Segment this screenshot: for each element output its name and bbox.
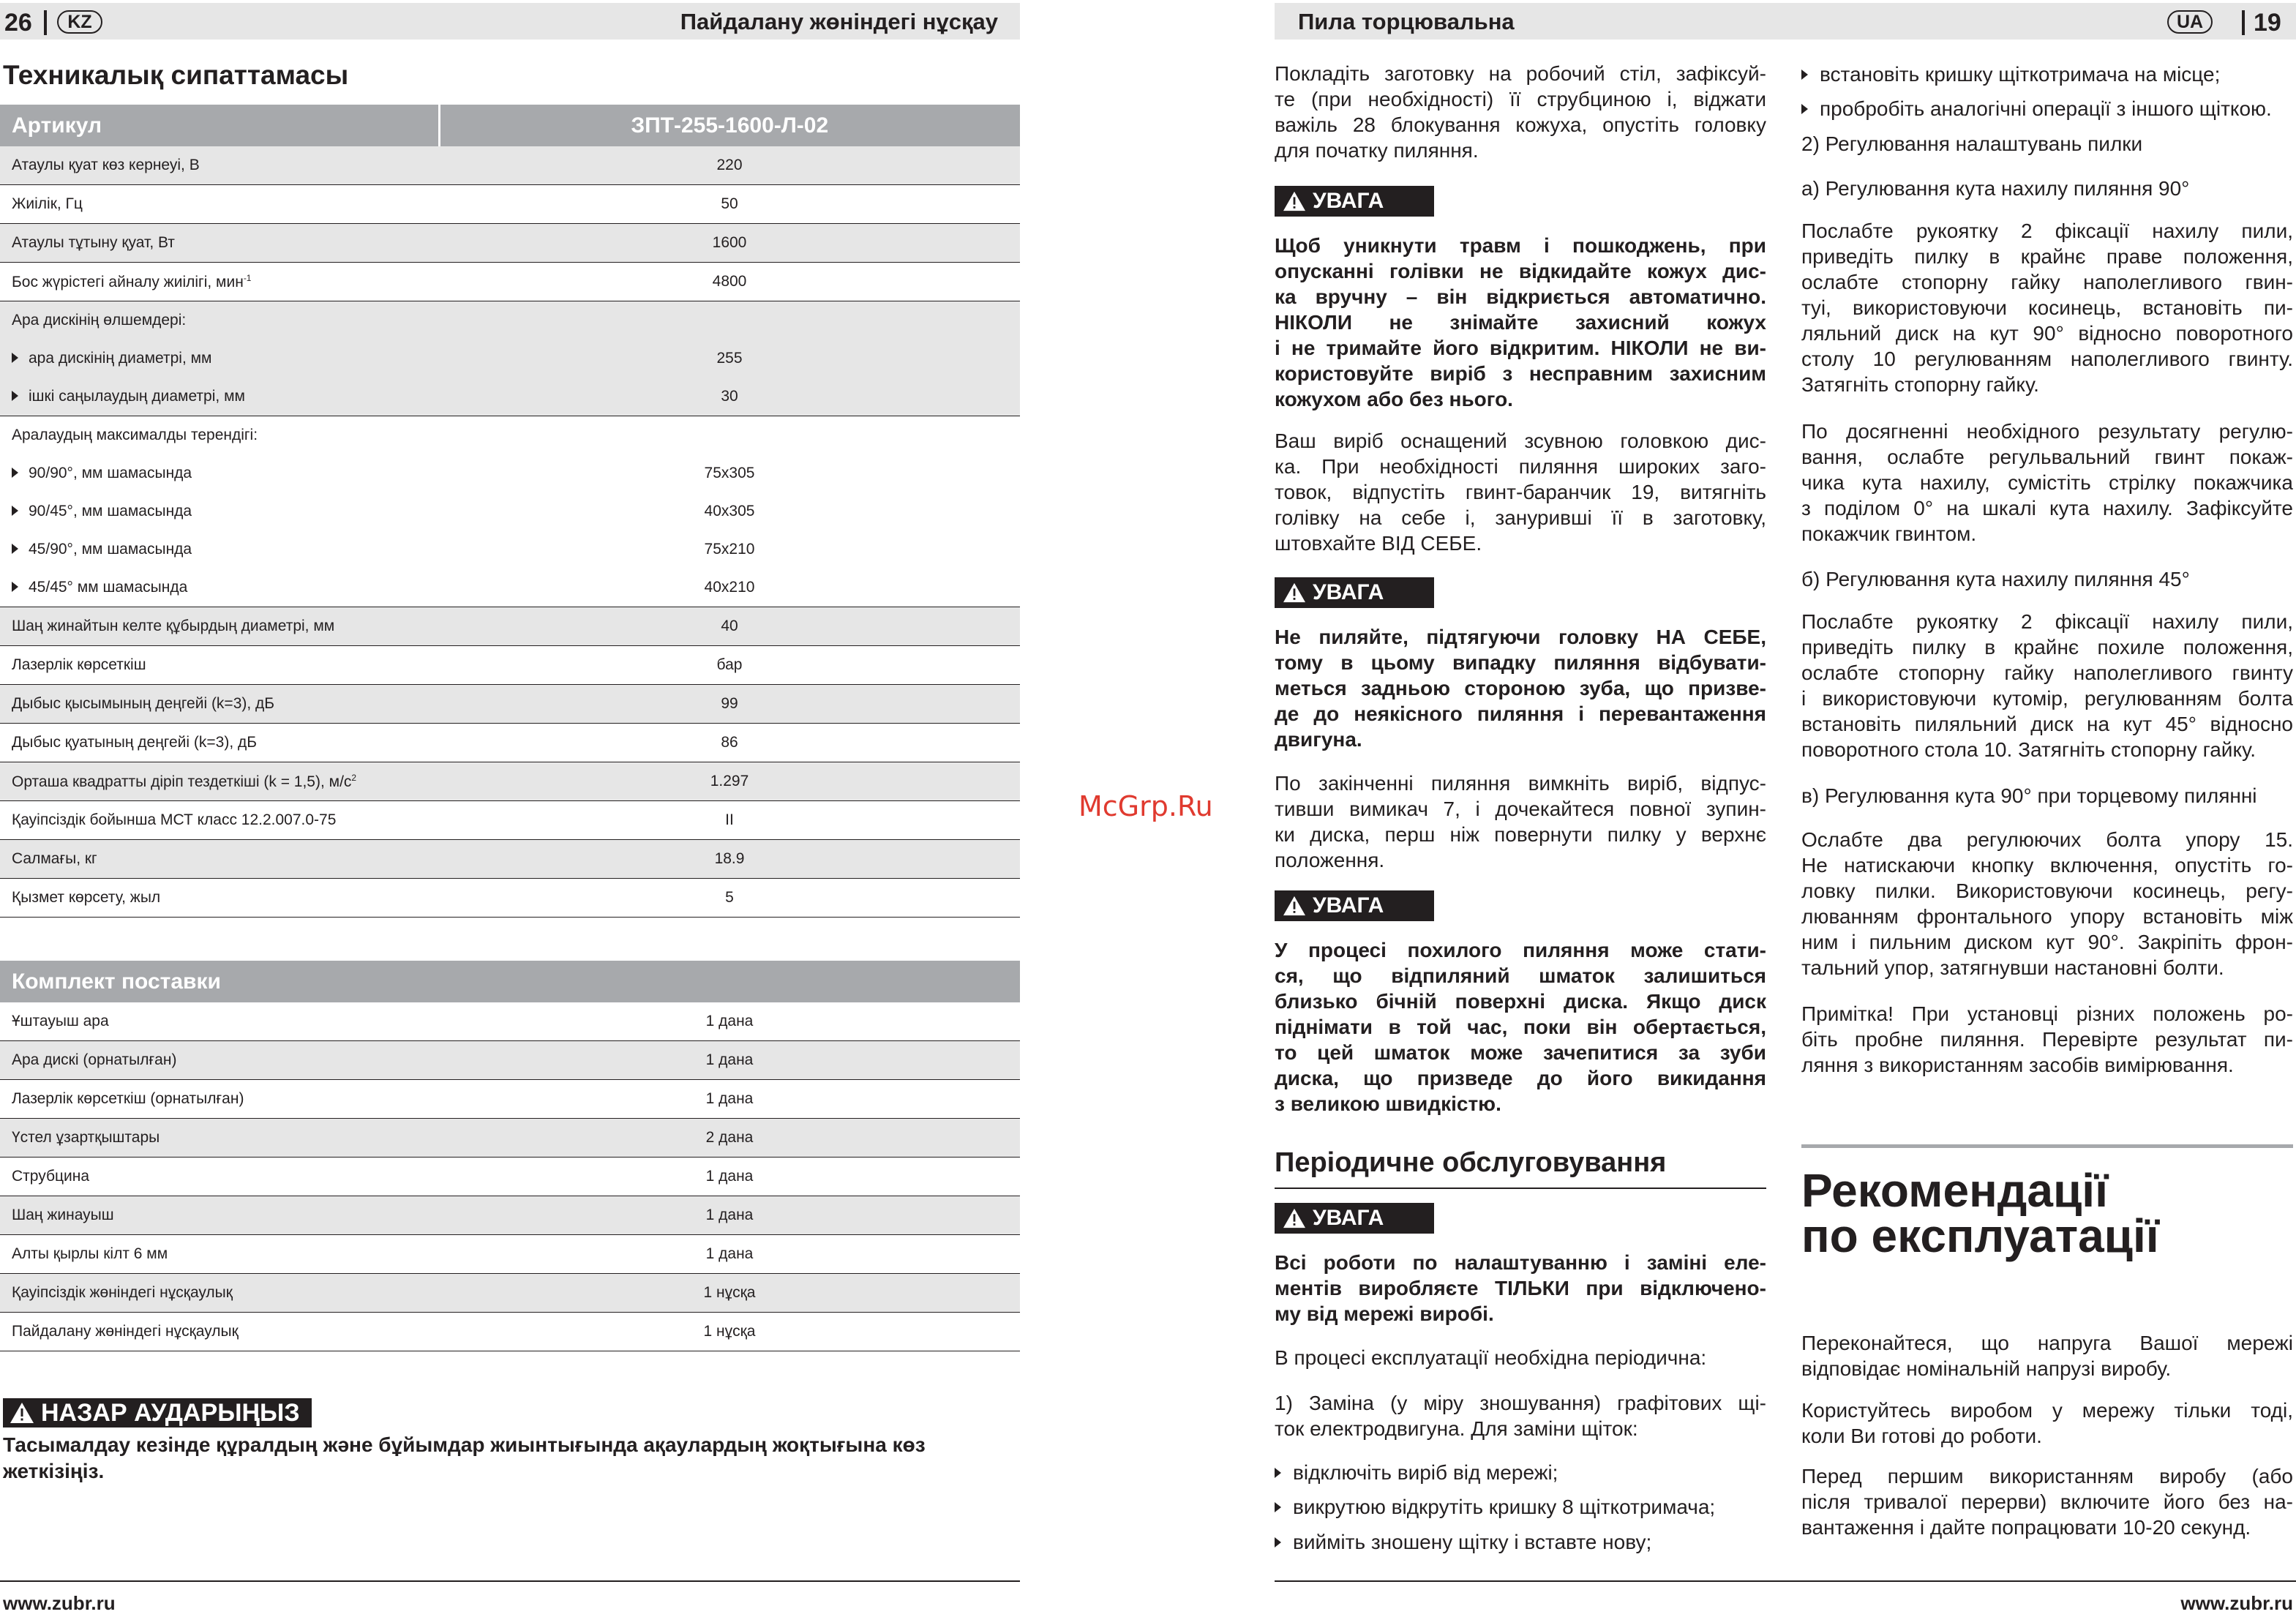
text-line: ловку пилки. Використовуючи косинець, регу- [1801,879,2293,902]
r-warn-text-4 [1275,1250,1766,1327]
text-line: По досягненні необхідного результату регулю- [1801,420,2293,443]
spec-label [0,530,439,569]
text-line: двигуна. [1275,728,1362,751]
kit-row [0,1002,1020,1041]
spec-label [0,146,439,185]
kit-header: Комплект поставки [0,961,1020,1002]
kit-value: 1 дана [439,1158,1020,1196]
spec-value: 220 [439,146,1020,185]
r-bullet-5 [1801,96,2272,121]
spec-label-text: Ара дискінің өлшемдері: [12,312,187,329]
kit-value: 1 нұсқа [439,1274,1020,1313]
spec-row [0,724,1020,762]
left-lang-badge [57,10,102,34]
text-line: ослабте стопорну гайку наполегливого гвинту [1801,661,2293,684]
spec-row [0,569,1020,607]
text-line: покажчик гвинтом. [1801,522,1977,545]
warning-icon [1282,190,1307,212]
r-bullet-1-text: відключіть виріб від мережі; [1293,1461,1558,1484]
text-line: встановіть пиляльний диск на кут 45° відносно [1801,713,2293,735]
r-big-title-line1: Рекомендації [1801,1164,2109,1217]
kit-label: Лазерлік көрсеткіш (орнатылған) [0,1080,439,1119]
left-page-number: 26 [4,9,32,37]
kit-value: 1 дана [439,1235,1020,1274]
left-attention-text [3,1432,926,1485]
spec-label [0,492,439,530]
spec-row [0,416,1020,455]
bullet-triangle-icon [1275,1468,1281,1478]
text-line: тyі, використовуючи косинець, встановіть пи- [1801,296,2293,319]
kit-label: Алты қырлы кілт 6 мм [0,1235,439,1274]
spec-row [0,224,1020,263]
left-attention-badge [3,1398,312,1427]
r-bullet-4-text: встановіть кришку щіткотримача на місце; [1820,63,2221,86]
kit-label: Струбцина [0,1158,439,1196]
r-para-2 [1275,428,1766,556]
kit-label: Үстел ұзартқыштары [0,1119,439,1158]
text-line: Перед першим використанням виробу (або [1801,1465,2293,1487]
spec-label [0,607,439,646]
r-warn-badge-1 [1275,186,1434,217]
spec-label-text: Салмағы, кг [12,850,97,867]
text-line: користовуйте виріб з несправним захисним [1275,362,1766,385]
text-line: відповідає номінальній напрузі виробу. [1801,1357,2172,1380]
text-line: 1) Заміна (у міру зношування) графітових щі- [1275,1392,1766,1414]
text-line: меться задньою стороною зуба, що призве- [1275,677,1766,699]
r-heading-c: в) Регулювання кута 90° при торцевому пилянні [1801,784,2257,807]
r-warn-label-3: УВАГА [1313,893,1384,918]
r-bullet-5-text: пробробіть аналогічні операції з іншого щіткою. [1820,97,2272,120]
spec-table-header [0,105,1020,146]
right-header-bar [1275,3,2296,40]
spec-label-text: Лазерлік көрсеткіш [12,656,146,673]
r-rec-2 [1801,1397,2293,1449]
text-line: чика кута нахилу, сумістіть стрілку покажчика [1801,471,2293,494]
spec-label-text: Дыбыс қуатының деңгейі (k=3), дБ [12,734,258,751]
spec-header-model: ЗПТ-255-1600-Л-02 [439,105,1020,146]
text-line: приведіть пилку в крайнє праве положення, [1801,245,2293,268]
spec-row [0,685,1020,724]
spec-label-text: 45/45° мм шамасында [29,579,188,596]
text-line: тивши вимикач 7, і дочекайтеся повної зупин- [1275,798,1766,820]
left-attention-text-line2: жеткізіңіз. [3,1460,105,1482]
text-line: Всі роботи по налаштуванню і заміні еле- [1275,1251,1766,1274]
spec-row [0,339,1020,378]
spec-value [439,301,1020,340]
warning-icon [1282,582,1307,604]
spec-label [0,646,439,685]
bullet-triangle-icon [12,391,18,401]
text-line: товок, відпустіть гвинт-баранчик 19, витягніть [1275,481,1766,503]
text-line: тому в цьому випадку пиляння відбувати- [1275,651,1766,674]
kit-row [0,1313,1020,1351]
kit-value: 1 дана [439,1041,1020,1080]
warning-icon [1282,895,1307,917]
text-line: Переконайтеся, що напруга Вашої мережі [1801,1332,2293,1354]
kit-label: Ұштауыш ара [0,1002,439,1041]
spec-label-text: 90/45°, мм шамасында [29,503,192,519]
spec-label [0,263,439,301]
r-rec-1 [1801,1330,2293,1381]
text-line: і не тримайте його відкритим. НІКОЛИ не ви- [1275,337,1766,359]
spec-label [0,301,439,340]
spec-header-article: Артикул [0,105,439,146]
spec-label-text: Аралаудың максималды терендігі: [12,427,258,443]
r-warn-text-1 [1275,233,1766,412]
text-line: з великою швидкістю. [1275,1092,1501,1115]
spec-label [0,801,439,840]
r-warn-text-2 [1275,624,1766,752]
r-warn-badge-4 [1275,1203,1434,1234]
text-line: Примітка! При установці різних положень ро- [1801,1002,2293,1025]
spec-row [0,530,1020,569]
text-line: По закінченні пиляння вимкніть виріб, відпус- [1275,772,1766,795]
spec-value: 4800 [439,263,1020,301]
left-footer-rule [0,1580,1020,1582]
kit-row [0,1196,1020,1235]
right-footer-rule [1275,1580,2296,1582]
spec-row [0,762,1020,801]
spec-label-text: Жиілік, Гц [12,195,83,212]
r-para-4: В процесі експлуатації необхідна періодична: [1275,1346,1707,1369]
text-line: ляння з використанням засобів вимірювання. [1801,1054,2234,1076]
spec-value: 18.9 [439,840,1020,879]
spec-row [0,301,1020,340]
r-para-a [1801,218,2293,397]
kit-row [0,1041,1020,1080]
bullet-triangle-icon [12,468,18,478]
spec-label [0,724,439,762]
text-line: після тривалої перерви) включите його без на- [1801,1490,2293,1513]
right-header-title: Пила торцювальна [1298,9,1515,34]
left-attention-text-line1: Тасымалдау кезінде құралдың және бұйымдар жиынтығында ақаулардың жоқтығына көз [3,1433,926,1456]
r-heading-b: б) Регулювання кута нахилу пиляння 45° [1801,568,2190,590]
text-line: де до неякісного пиляння і перевантаження [1275,702,1766,725]
kit-value: 1 дана [439,1002,1020,1041]
r-warn-label-1: УВАГА [1313,189,1384,213]
spec-label [0,185,439,224]
text-line: ним і пильним диском кут 90°. Закріпіть фрон- [1801,931,2293,953]
text-line: піднімати в той час, поки він обертається, [1275,1016,1766,1038]
spec-label-text: Қауіпсіздік бойынша МСТ класс 12.2.007.0-75 [12,811,337,828]
bullet-triangle-icon [1275,1502,1281,1512]
text-line: Не пиляйте, підтягуючи головку НА СЕБЕ, [1275,626,1766,648]
text-line: Щоб уникнути травм і пошкоджень, при [1275,234,1766,257]
spec-value: 75x210 [704,541,755,558]
text-line: то цей шматок може зачепитися за зуби [1275,1041,1766,1064]
spec-value: 40x305 [704,503,755,519]
spec-row [0,840,1020,879]
spec-value: 1.297 [439,762,1020,801]
spec-label [0,339,439,378]
left-attention-label: НАЗАР АУДАРЫҢЫЗ [41,1398,300,1427]
text-line: диска, що призведе до його викидання [1275,1067,1766,1089]
r-para-3 [1275,770,1766,873]
kit-value: 1 нұсқа [439,1313,1020,1351]
spec-value: 75x305 [704,465,755,481]
left-footer-url[interactable]: www.zubr.ru [3,1592,116,1614]
r-warn-text-3 [1275,937,1766,1117]
kit-label: Қауіпсіздік жөніндегі нұсқаулық [0,1274,439,1313]
text-line: близько бічній поверхні диска. Якщо диск [1275,990,1766,1013]
text-line: Користуйтесь виробом у мережу тільки тоді, [1801,1399,2293,1422]
r-para-1 [1275,61,1766,163]
text-line: Послабте рукоятку 2 фіксації нахилу пили, [1801,220,2293,242]
kit-value: 1 дана [439,1196,1020,1235]
r-bullet-2-text: викрутюю відкрутіть кришку 8 щіткотримача; [1293,1496,1716,1518]
right-footer-url[interactable]: www.zubr.ru [2180,1592,2293,1614]
spec-label-text: ішкі саңылаудың диаметрі, мм [29,388,245,405]
r-section-rule [1275,1188,1766,1189]
text-line: тальний упор, затягнувши настановні болти. [1801,956,2224,979]
spec-label-text: Атаулы қуат көз кернеуі, В [12,157,200,173]
spec-row [0,801,1020,840]
spec-label [0,224,439,263]
spec-label-text: Дыбыс қысымының деңгейі (k=3), дБ [12,695,275,712]
r-note [1801,1001,2293,1078]
r-para-d [1801,827,2293,980]
spec-label-text: Орташа квадратты діріп тездеткіші (k = 1,5), м/с [12,773,352,790]
spec-label-text: Шаң жинайтын келте құбырдың диаметрі, мм [12,618,335,634]
spec-label [0,378,439,416]
text-line: приведіть пилку в крайнє похиле положення, [1801,636,2293,659]
text-line: з поділом 0° на шкалі кута нахилу. Зафіксуйте [1801,497,2293,519]
text-line: ка вручну – він відкриється автоматично. [1275,285,1766,308]
text-line: важіль 28 блокування кожуха, опустіть головку [1275,113,1766,136]
spec-value: 1600 [439,224,1020,263]
bullet-triangle-icon [12,544,18,554]
text-line: ментів виробляєте ТІЛЬКИ при відключено- [1275,1277,1766,1299]
left-header-divider [44,10,47,35]
text-line: У процесі похилого пиляння може стати- [1275,939,1766,961]
kit-table-header [0,961,1020,1002]
spec-row [0,378,1020,416]
spec-row [0,185,1020,224]
text-line: голівку на себе і, занурившi її в заготовку, [1275,506,1766,529]
r-title-rule [1801,1144,2293,1148]
text-line: Затягніть стопорну гайку. [1801,373,2039,396]
spec-value: бар [439,646,1020,685]
kit-value: 2 дана [439,1119,1020,1158]
text-line: вантаження і дайте попрацювати 10-20 секунд. [1801,1516,2251,1539]
warning-icon [9,1401,35,1425]
bullet-triangle-icon [12,353,18,363]
r-heading-a: а) Регулювання кута нахилу пиляння 90° [1801,177,2190,200]
spec-value: 99 [439,685,1020,724]
spec-label-text: ара дискінің диаметрі, мм [29,350,212,367]
spec-label [0,569,439,607]
r-warn-badge-3 [1275,890,1434,921]
kit-row [0,1235,1020,1274]
text-line: вання, ослабте регульвальний гвинт покаж- [1801,446,2293,468]
spec-label-text: Қызмет көрсету, жыл [12,889,161,906]
r-heading-2: 2) Регулювання налаштувань пилки [1801,132,2143,155]
text-line: Не натискаючи кнопку включення, опустіть го- [1801,854,2293,877]
spec-value [439,416,1020,455]
text-line: Покладіть заготовку на робочий стіл, зафіксуй- [1275,62,1766,85]
spec-label-text: Бос жүрістегі айналу жиілігі, мин [12,273,244,290]
left-header-title: Пайдалану жөніндегі нұсқау [680,9,998,34]
spec-value: II [439,801,1020,840]
text-line: ки диска, перш ніж повернути пилку у верхнє [1275,823,1766,846]
r-bullet-4 [1801,61,2220,87]
text-line: і використовуючи кутомір, регулюванням болта [1801,687,2293,710]
bullet-triangle-icon [12,582,18,592]
r-rec-3 [1801,1463,2293,1540]
kit-row [0,1274,1020,1313]
spec-label [0,454,439,492]
text-line: штовхайте ВІД СЕБЕ. [1275,532,1482,555]
kit-label: Шаң жинауыш [0,1196,439,1235]
right-lang-badge [2167,10,2213,34]
text-line: Ваш виріб оснащений зсувною головкою дис- [1275,429,1766,452]
text-line: му від мережі виробі. [1275,1302,1494,1325]
watermark: McGrp.Ru [1078,790,1213,822]
kit-row [0,1119,1020,1158]
r-section-title: Періодичне обслуговування [1275,1147,1667,1178]
text-line: поворотного стола 10. Затягніть стопорну гайку. [1801,738,2256,761]
text-line: те (при необхідності) її струбциною і, віджати [1275,88,1766,110]
spec-row [0,263,1020,301]
spec-value: 50 [439,185,1020,224]
r-warn-label-4: УВАГА [1313,1206,1384,1230]
bullet-triangle-icon [12,506,18,516]
spec-row [0,879,1020,918]
text-line: Ослабте два регулюючих болта упору 15. [1801,828,2293,851]
r-big-title [1801,1164,2159,1262]
r-para-c [1801,609,2293,762]
spec-label-text: 90/90°, мм шамасында [29,465,192,481]
bullet-triangle-icon [1801,70,1808,80]
r-bullet-1 [1275,1460,1558,1485]
left-section-title: Техникалық сипаттамасы [3,60,349,90]
right-page-number: 19 [2254,9,2281,37]
spec-label-sup: 2 [351,772,357,783]
text-line: НІКОЛИ не знімайте захисний кожух [1275,311,1766,334]
text-line: положення. [1275,849,1385,871]
text-line: ся, що відпиляний шматок залишиться [1275,964,1766,987]
r-bullet-3-text: вийміть зношену щітку і вставте нову; [1293,1531,1652,1553]
r-para-b [1801,419,2293,547]
r-bullet-3 [1275,1529,1651,1555]
r-para-5 [1275,1390,1766,1441]
text-line: люванням фронтального упору встановіть між [1801,905,2293,928]
spec-label [0,762,439,801]
spec-value: 5 [439,879,1020,918]
text-line: коли Ви готові до роботи. [1801,1425,2042,1447]
text-line: Послабте рукоятку 2 фіксації нахилу пили, [1801,610,2293,633]
text-line: опусканні голівки не відкидайте кожух дис- [1275,260,1766,282]
spec-table [0,105,1020,918]
text-line: ток електродвигуна. Для заміни щіток: [1275,1417,1638,1440]
text-line: для початку пиляння. [1275,139,1479,162]
spec-label [0,685,439,724]
bullet-triangle-icon [1801,104,1808,114]
text-line: ляльний диск на кут 90° відносно поворотного [1801,322,2293,345]
spec-row [0,646,1020,685]
spec-label [0,416,439,455]
text-line: ка. При необхідності пиляння широких заго- [1275,455,1766,478]
spec-label-sup: -1 [243,272,252,283]
spec-label-text: Атаулы тұтыну қуат, Вт [12,234,175,251]
spec-value: 40 [439,607,1020,646]
kit-label: Пайдалану жөніндегі нұсқаулық [0,1313,439,1351]
r-bullet-2 [1275,1494,1715,1520]
kit-value: 1 дана [439,1080,1020,1119]
spec-row [0,454,1020,492]
left-header-bar [0,3,1020,40]
left-lang-badge-label: KZ [67,11,92,32]
spec-value: 30 [439,378,1020,416]
text-line: ослабте стопорну гайку наполегливого гвин- [1801,271,2293,293]
right-header-divider [2242,10,2245,35]
kit-label: Ара дискі (орнатылған) [0,1041,439,1080]
spec-row [0,146,1020,185]
spec-label-text: 45/90°, мм шамасында [29,541,192,558]
r-big-title-line2: по експлуатації [1801,1209,2159,1262]
kit-table [0,961,1020,1351]
text-line: кожухом або без нього. [1275,388,1513,410]
spec-value: 86 [439,724,1020,762]
r-warn-label-2: УВАГА [1313,580,1384,604]
r-warn-badge-2 [1275,577,1434,608]
spec-row [0,607,1020,646]
text-line: біть пробне пиляння. Перевірте результат пи- [1801,1028,2293,1051]
kit-row [0,1158,1020,1196]
spec-row [0,492,1020,530]
text-line: столу 10 регулюванням наполегливого гвинту. [1801,348,2293,370]
bullet-triangle-icon [1275,1537,1281,1547]
spec-label [0,879,439,918]
spec-label [0,840,439,879]
spec-value: 255 [439,339,1020,378]
right-lang-badge-label: UA [2176,11,2204,32]
warning-icon [1282,1207,1307,1229]
kit-row [0,1080,1020,1119]
spec-value: 40x210 [439,569,1020,607]
